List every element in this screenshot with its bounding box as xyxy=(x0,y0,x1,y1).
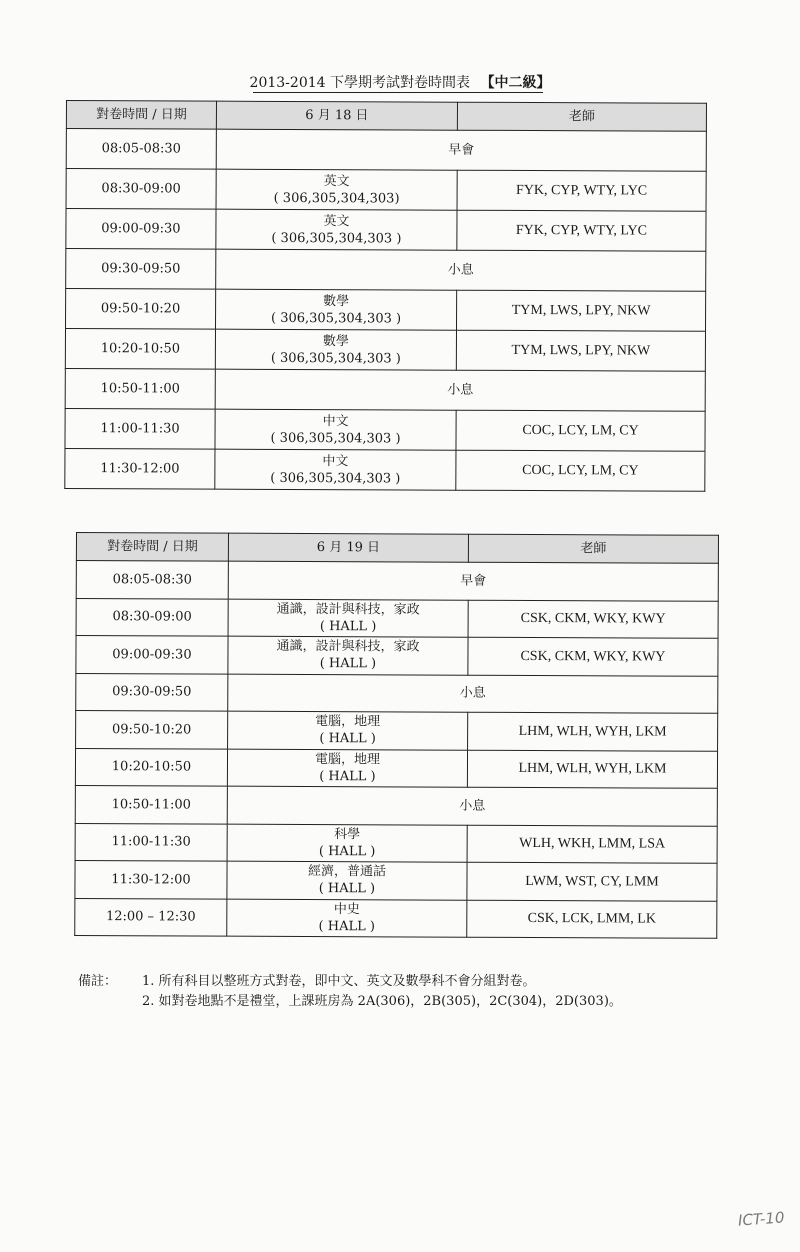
room-list: ( HALL ) xyxy=(319,768,376,785)
note-item: 2. 如對卷地點不是禮堂，上課班房為 2A(306)，2B(305)，2C(304)，2D(303)。 xyxy=(142,994,622,1009)
subject-cell xyxy=(227,749,467,788)
teachers-cell: CSK, CKM, WKY, KWY xyxy=(468,600,718,639)
subject-name: 中文 xyxy=(322,413,349,429)
subject-name: 通識，設計與科技，家政 xyxy=(276,639,420,655)
subject-cell xyxy=(215,329,456,370)
time-cell: 11:30-12:00 xyxy=(65,448,215,489)
header-date: 6 月 19 日 xyxy=(228,533,468,562)
room-list: ( HALL ) xyxy=(319,656,377,672)
subject-cell xyxy=(228,599,468,638)
subject-cell xyxy=(228,636,468,675)
room-list: ( 306,305,304,303 ) xyxy=(270,310,402,326)
subject-name: 英文 xyxy=(323,173,350,189)
subject-cell xyxy=(216,169,457,210)
subject-name: 中史 xyxy=(333,901,360,917)
table-row xyxy=(66,129,706,172)
teachers-cell: LHM, WLH, WYH, LKM xyxy=(468,712,718,751)
time-cell: 08:05-08:30 xyxy=(76,561,228,599)
table-row xyxy=(66,169,706,212)
time-cell: 11:30-12:00 xyxy=(75,860,227,898)
table-row xyxy=(76,711,718,751)
room-list: ( HALL ) xyxy=(318,918,376,935)
teachers-cell: LWM, WST, CY, LMM xyxy=(467,862,717,901)
time-cell: 11:00-11:30 xyxy=(65,408,215,449)
teachers-cell: CSK, LCK, LMM, LK xyxy=(467,900,717,939)
subject-name: 中文 xyxy=(322,453,349,469)
teachers-cell: TYM, LWS, LPY, NKW xyxy=(456,330,705,371)
notes-section xyxy=(78,972,622,1012)
session-cell: 小息 xyxy=(228,674,718,714)
time-cell: 09:00-09:30 xyxy=(66,209,216,250)
table-row xyxy=(75,748,717,788)
header-teachers: 老師 xyxy=(457,102,706,131)
room-list: ( 306,305,304,303 ) xyxy=(270,430,401,446)
room-list: ( 306,305,304,303) xyxy=(273,190,400,206)
schedule-table-june-18 xyxy=(64,100,707,492)
schedule-table-june-19 xyxy=(74,532,719,939)
teachers-cell: COC, LCY, LM, CY xyxy=(456,450,705,491)
subject-cell xyxy=(215,449,456,490)
subject-cell xyxy=(227,899,467,938)
header-teachers: 老師 xyxy=(468,534,718,563)
room-list: ( 306,305,304,303 ) xyxy=(270,470,401,486)
room-list: ( HALL ) xyxy=(319,618,377,635)
table-header-row xyxy=(76,533,718,564)
subject-cell xyxy=(216,209,457,250)
title-text: 2013-2014 下學期考試對卷時間表 xyxy=(249,75,470,91)
time-cell: 09:50-10:20 xyxy=(76,711,228,749)
teachers-cell: LHM, WLH, WYH, LKM xyxy=(467,750,717,789)
time-cell: 11:00-11:30 xyxy=(75,823,227,861)
session-cell: 小息 xyxy=(215,369,705,411)
table-row xyxy=(75,898,717,938)
time-cell: 08:30-09:00 xyxy=(66,169,216,210)
time-cell: 12:00 – 12:30 xyxy=(75,898,227,936)
table-row xyxy=(65,448,705,491)
table-row xyxy=(65,368,705,411)
time-cell: 09:30-09:50 xyxy=(66,249,216,290)
table-row xyxy=(75,785,717,825)
room-list: ( HALL ) xyxy=(319,731,376,747)
teachers-cell: FYK, CYP, WTY, LYC xyxy=(457,210,706,251)
time-cell: 10:20-10:50 xyxy=(75,748,227,786)
header-time-date: 對卷時間 / 日期 xyxy=(76,533,228,562)
header-time-date: 對卷時間 / 日期 xyxy=(66,101,216,130)
subject-name: 電腦，地理 xyxy=(315,714,381,730)
subject-name: 電腦，地理 xyxy=(314,751,381,768)
header-date: 6 月 18 日 xyxy=(216,101,457,130)
session-cell: 早會 xyxy=(228,561,718,601)
session-cell: 早會 xyxy=(216,129,706,171)
time-cell: 08:05-08:30 xyxy=(66,129,216,170)
room-list: ( HALL ) xyxy=(318,843,376,860)
notes-list xyxy=(142,972,622,1012)
time-cell: 09:00-09:30 xyxy=(76,636,228,674)
time-cell: 10:50-11:00 xyxy=(75,785,227,823)
subject-cell xyxy=(227,861,467,900)
subject-name: 科學 xyxy=(334,826,361,842)
subject-cell xyxy=(216,289,457,330)
subject-name: 通識，設計與科技，家政 xyxy=(276,601,420,618)
room-list: ( 306,305,304,303 ) xyxy=(270,350,401,366)
table-row xyxy=(66,209,706,252)
time-cell: 09:50-10:20 xyxy=(66,289,216,330)
table-row xyxy=(76,636,718,676)
handwritten-mark: ICT-10 xyxy=(737,1208,785,1230)
teachers-cell: CSK, CKM, WKY, KWY xyxy=(468,637,718,676)
time-cell: 08:30-09:00 xyxy=(76,598,228,636)
subject-cell xyxy=(228,711,468,750)
time-cell: 09:30-09:50 xyxy=(76,673,228,711)
session-cell: 小息 xyxy=(227,786,717,826)
table-row xyxy=(66,289,706,332)
time-cell: 10:20-10:50 xyxy=(65,329,215,370)
title-grade: 【中二級】 xyxy=(480,75,551,91)
subject-name: 英文 xyxy=(323,213,350,229)
session-cell: 小息 xyxy=(216,249,706,291)
table-row xyxy=(65,408,705,451)
room-list: ( 306,305,304,303 ) xyxy=(271,230,402,246)
subject-name: 數學 xyxy=(322,333,349,349)
room-list: ( HALL ) xyxy=(318,881,376,897)
table-row xyxy=(76,598,718,638)
teachers-cell: COC, LCY, LM, CY xyxy=(456,410,705,451)
notes-label: 備註： xyxy=(78,974,118,989)
teachers-cell: TYM, LWS, LPY, NKW xyxy=(456,290,705,331)
table-row xyxy=(76,561,718,601)
table-header-row xyxy=(66,101,706,132)
time-cell: 10:50-11:00 xyxy=(65,368,215,409)
table-row xyxy=(75,823,717,863)
teachers-cell: FYK, CYP, WTY, LYC xyxy=(457,170,706,211)
table-row xyxy=(76,673,718,713)
subject-cell xyxy=(215,409,456,450)
table-row xyxy=(65,329,705,372)
page-title xyxy=(0,72,800,92)
table-row xyxy=(66,249,706,292)
note-item: 1. 所有科目以整班方式對卷，即中文、英文及數學科不會分組對卷。 xyxy=(142,974,536,989)
subject-cell xyxy=(227,824,467,863)
subject-name: 數學 xyxy=(323,293,350,309)
subject-name: 經濟，普通話 xyxy=(307,864,387,880)
table-row xyxy=(75,860,717,900)
title-underline xyxy=(253,92,543,93)
teachers-cell: WLH, WKH, LMM, LSA xyxy=(467,825,717,864)
